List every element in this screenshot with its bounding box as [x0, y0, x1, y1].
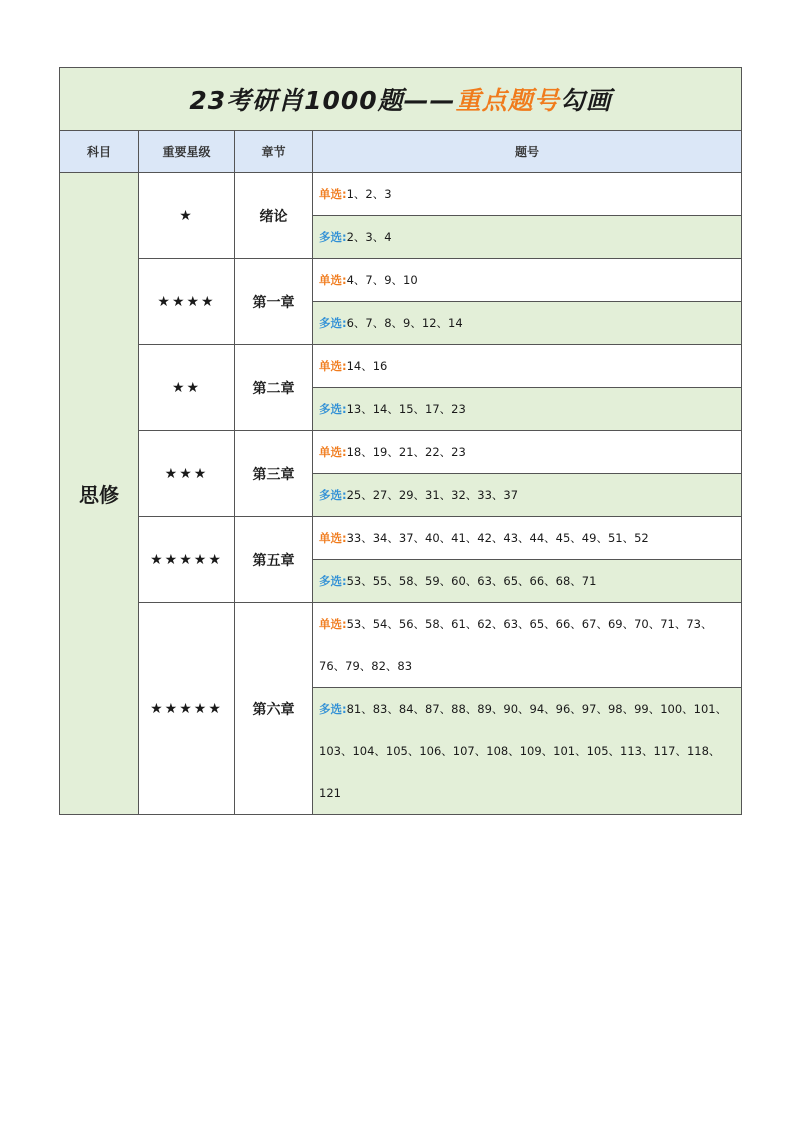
header-questions: 题号 [313, 131, 742, 173]
single-choice-numbers: 1、2、3 [346, 187, 392, 201]
multi-choice-numbers: 53、55、58、59、60、63、65、66、68、71 [346, 574, 597, 588]
multi-choice-list [313, 474, 742, 517]
single-choice-list [313, 173, 742, 216]
single-choice-numbers: 18、19、21、22、23 [346, 445, 466, 459]
multi-choice-label: 多选: [319, 402, 347, 416]
title-highlight: 重点题号 [455, 86, 560, 115]
multi-choice-list [313, 216, 742, 259]
multi-choice-numbers: 25、27、29、31、32、33、37 [346, 488, 519, 502]
table-row [60, 259, 742, 302]
multi-choice-label: 多选: [319, 230, 347, 244]
question-sheet [59, 67, 741, 815]
header-chapter: 章节 [235, 131, 313, 173]
subject-cell: 思修 [60, 173, 139, 815]
table-row [60, 173, 742, 216]
importance-stars: ★★★★★ [139, 517, 235, 603]
chapter-name: 第五章 [235, 517, 313, 603]
multi-choice-list [313, 560, 742, 603]
importance-stars: ★★★★ [139, 259, 235, 345]
table-row [60, 517, 742, 560]
single-choice-numbers: 53、54、56、58、61、62、63、65、66、67、69、70、71、73、76、79、82、83 [319, 617, 713, 673]
single-choice-numbers: 33、34、37、40、41、42、43、44、45、49、51、52 [346, 531, 649, 545]
single-choice-list [313, 517, 742, 560]
chapter-name: 第三章 [235, 431, 313, 517]
table-row [60, 603, 742, 688]
title-prefix: 23考研肖1000题—— [189, 86, 456, 115]
importance-stars: ★★★ [139, 431, 235, 517]
multi-choice-list [313, 388, 742, 431]
header-subject: 科目 [60, 131, 139, 173]
multi-choice-label: 多选: [319, 702, 347, 716]
single-choice-label: 单选: [319, 445, 347, 459]
multi-choice-list [313, 688, 742, 815]
multi-choice-label: 多选: [319, 488, 347, 502]
multi-choice-label: 多选: [319, 574, 347, 588]
single-choice-list [313, 431, 742, 474]
chapter-name: 第六章 [235, 603, 313, 815]
single-choice-numbers: 4、7、9、10 [346, 273, 418, 287]
multi-choice-label: 多选: [319, 316, 347, 330]
importance-stars: ★★★★★ [139, 603, 235, 815]
importance-stars: ★★ [139, 345, 235, 431]
multi-choice-numbers: 81、83、84、87、88、89、90、94、96、97、98、99、100、101、103、104、105、106、107、108、109、101、105、113、117、118、121 [319, 702, 728, 800]
table-header [60, 131, 742, 173]
title-suffix: 勾画 [559, 86, 612, 115]
single-choice-label: 单选: [319, 531, 347, 545]
page-title [60, 68, 742, 131]
importance-stars: ★ [139, 173, 235, 259]
multi-choice-list [313, 302, 742, 345]
single-choice-list [313, 603, 742, 688]
chapter-name: 第二章 [235, 345, 313, 431]
single-choice-label: 单选: [319, 617, 347, 631]
multi-choice-numbers: 13、14、15、17、23 [346, 402, 466, 416]
multi-choice-numbers: 6、7、8、9、12、14 [346, 316, 463, 330]
header-stars: 重要星级 [139, 131, 235, 173]
chapter-name: 绪论 [235, 173, 313, 259]
table-row [60, 345, 742, 388]
chapter-name: 第一章 [235, 259, 313, 345]
single-choice-label: 单选: [319, 359, 347, 373]
single-choice-numbers: 14、16 [346, 359, 388, 373]
single-choice-list [313, 259, 742, 302]
table-row [60, 431, 742, 474]
multi-choice-numbers: 2、3、4 [346, 230, 392, 244]
single-choice-label: 单选: [319, 273, 347, 287]
single-choice-label: 单选: [319, 187, 347, 201]
key-questions-table [59, 67, 742, 815]
single-choice-list [313, 345, 742, 388]
